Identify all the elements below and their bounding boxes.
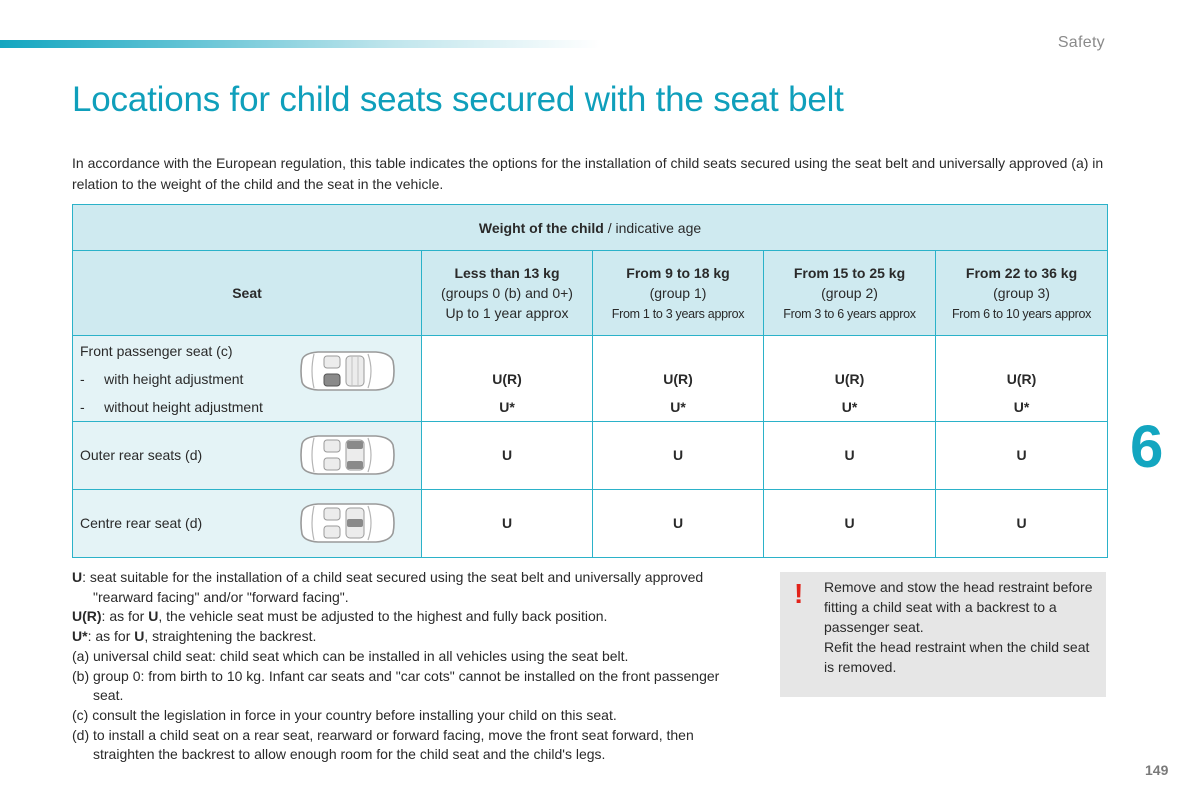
footnote-text: : as for [101,608,149,625]
value-ur: U(R) [1006,371,1037,387]
child-seat-table [72,204,1108,558]
value-ustar: U* [670,399,686,415]
column-age: From 1 to 3 years approx [611,306,745,321]
seat-cell-centre [73,490,422,558]
chapter-number: 6 [1130,413,1164,480]
footnote-key: U [148,608,159,625]
value-cell-outer-3 [936,422,1108,490]
column-weight: From 9 to 18 kg [626,264,730,281]
value-cell-outer-0 [422,422,593,490]
value-u: U [844,515,855,531]
table-row-outer-rear [73,422,1108,490]
footnote-ustar [72,627,752,647]
column-weight: Less than 13 kg [454,265,560,281]
table-row-front-passenger [73,336,1108,422]
column-header-0 [422,251,593,336]
value-cell-front-1 [593,336,764,422]
footnote-text: , straightening the backrest. [144,628,317,645]
column-header-3 [936,251,1108,336]
warning-notice [780,572,1106,697]
value-ur: U(R) [834,371,865,387]
seat-sublabel: - without height adjustment [80,399,263,415]
car-outer-rear-icon [296,432,396,478]
value-u: U [501,515,513,531]
value-u: U [1016,447,1027,463]
value-u: U [844,447,855,463]
value-u: U [672,515,684,531]
column-age: From 6 to 10 years approx [951,306,1092,321]
value-cell-centre-2 [764,490,936,558]
column-age: From 3 to 6 years approx [783,306,916,321]
footnote-a: (a) universal child seat: child seat which can be installed in all vehicles using the seat belt. [72,647,629,664]
column-weight: From 15 to 25 kg [793,264,906,281]
footnote-text: : as for [87,628,135,645]
value-ur: U(R) [492,371,522,387]
column-group: (groups 0 (b) and 0+) [441,285,573,301]
exclamation-icon: ! [794,578,804,609]
value-cell-front-2 [764,336,936,422]
weight-header [73,205,1108,251]
footnote-ur [72,607,752,627]
car-front-seat-icon [296,348,396,394]
column-group: (group 1) [649,284,707,301]
seat-sublabel: - with height adjustment [80,371,244,387]
footnote-key: U [72,569,83,585]
header-accent-bar [0,40,600,48]
seat-column-header: Seat [73,251,422,336]
section-label: Safety [1057,34,1105,51]
footnote-c: (c) consult the legislation in force in your country before installing your child on this seat. [72,706,617,723]
footnote-text: : seat suitable for the installation of a child seat secured using the seat belt and universally approved "rearward facing" and/or "forward facing". [82,569,704,605]
footnote-u [72,568,752,607]
column-group: (group 3) [993,284,1050,301]
value-ustar: U* [841,399,858,415]
page-title: Locations for child seats secured with the seat belt [72,80,844,119]
value-u: U [672,447,684,463]
footnote-key: U* [72,628,88,645]
column-header-1 [593,251,764,336]
value-ur: U(R) [663,371,693,387]
footnote-b: (b) group 0: from birth to 10 kg. Infant car seats and "car cots" cannot be installed on the front passenger seat. [72,667,720,704]
weight-header-bold: Weight of the child [478,219,604,236]
warning-line: Remove and stow the head restraint before fitting a child seat with a backrest to a passenger seat. [824,579,1093,635]
seat-label: Front passenger seat (c) [80,343,233,359]
value-cell-front-3 [936,336,1108,422]
column-group: (group 2) [821,284,878,301]
seat-cell-outer [73,422,422,490]
value-u: U [501,447,513,463]
footnote-key: U [134,628,145,645]
column-weight: From 22 to 36 kg [965,264,1078,281]
column-age: Up to 1 year approx [445,305,569,321]
car-centre-rear-icon [296,500,396,546]
table-row-centre-rear [73,490,1108,558]
seat-cell-front [73,336,422,422]
footnote-key: U(R) [72,608,102,625]
warning-message [824,577,1094,677]
value-ustar: U* [499,399,515,415]
footnotes [72,568,752,765]
value-cell-centre-1 [593,490,764,558]
weight-header-rest: / indicative age [603,219,702,236]
column-header-2 [764,251,936,336]
warning-line: Refit the head restraint when the child seat is removed. [824,639,1090,675]
value-cell-outer-1 [593,422,764,490]
seat-label: Outer rear seats (d) [80,447,203,463]
seat-label: Centre rear seat (d) [80,515,203,531]
value-cell-front-0 [422,336,593,422]
value-cell-centre-0 [422,490,593,558]
value-ustar: U* [1013,399,1030,415]
intro-paragraph: In accordance with the European regulation, this table indicates the options for the installation of child seats secured using the seat belt and universally approved (a) in relation to the weight of the child and the seat in the vehicle. [72,155,1104,192]
footnote-text: , the vehicle seat must be adjusted to the highest and fully back position. [158,608,608,625]
value-u: U [1016,515,1027,531]
footnote-d: (d) to install a child seat on a rear seat, rearward or forward facing, move the front seat forward, then straighten the backrest to allow enough room for the child seat and the child's legs. [72,726,694,763]
page-number: 149 [1145,762,1169,778]
value-cell-centre-3 [936,490,1108,558]
value-cell-outer-2 [764,422,936,490]
